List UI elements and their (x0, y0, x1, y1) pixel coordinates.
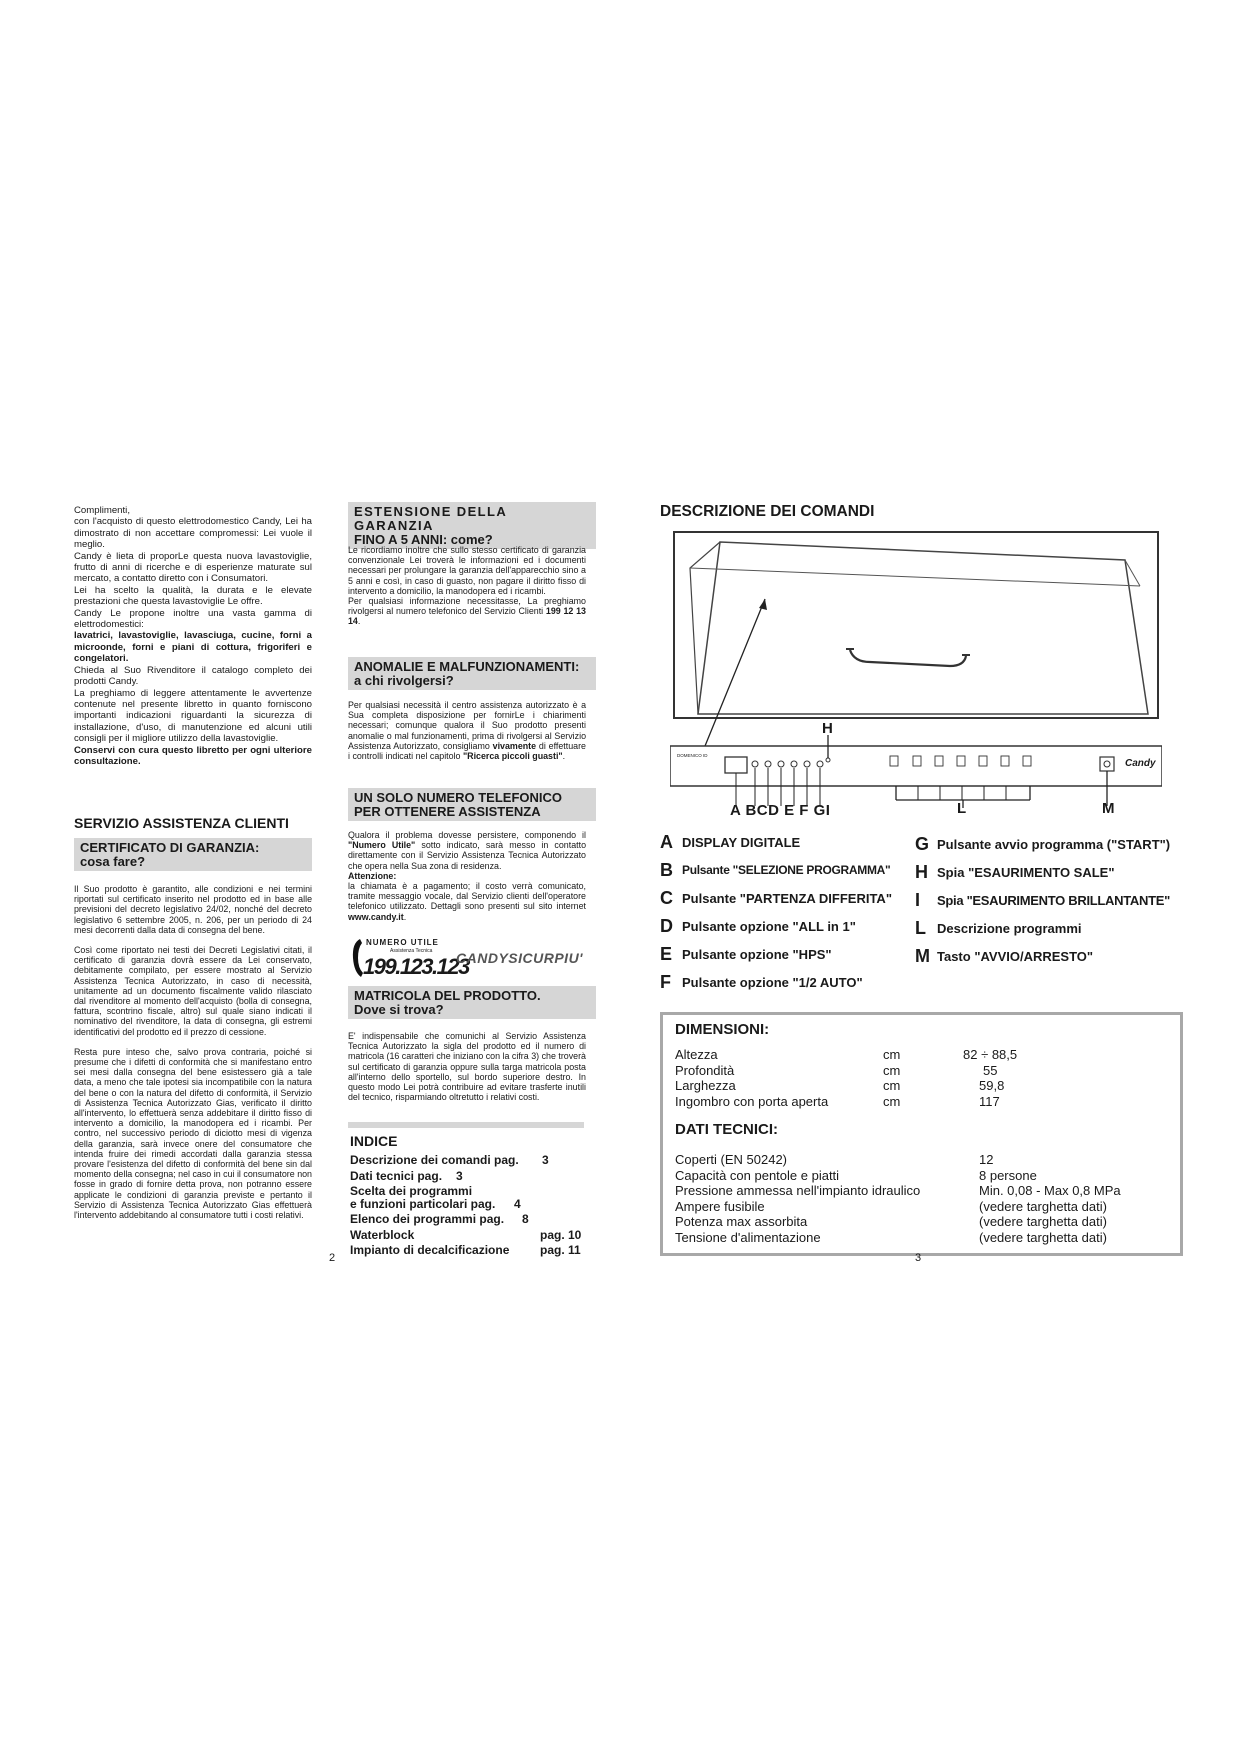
descrizione-title: DESCRIZIONE DEI COMANDI (660, 503, 875, 520)
legend-text: Pulsante opzione "ALL in 1" (682, 918, 856, 934)
indice-item-page: pag. 10 (540, 1227, 582, 1242)
intro-line: Candy Le propone inoltre una vasta gamma di elettrodomestici: (74, 607, 312, 631)
dishwasher-illustration (670, 528, 1162, 818)
dim-unit: cm (883, 1093, 901, 1109)
indice-item-page: 4 (514, 1196, 521, 1211)
legend-text: Tasto "AVVIO/ARRESTO" (937, 948, 1094, 964)
dim-value: 117 (979, 1093, 1000, 1109)
indice-item-label: Elenco dei programmi pag. (350, 1212, 505, 1226)
indice-item[interactable] (350, 1197, 586, 1213)
legend-text: Pulsante avvio programma ("START") (937, 836, 1171, 852)
diagram-label-m: M (1102, 800, 1115, 817)
indice-item[interactable] (350, 1212, 586, 1228)
anom-text (348, 700, 586, 761)
mat-heading (348, 986, 596, 1019)
dim-label: Profondità (675, 1062, 735, 1078)
panel-brand-logo: Candy (1125, 758, 1156, 769)
intro-line: Lei ha scelto la qualità, la durata e le elevate prestazioni che questa lavastoviglie Le offre. (74, 584, 312, 608)
legend-item (915, 858, 1205, 886)
anom-para: Per qualsiasi necessità il centro assistenza autorizzato è a Sua completa disposizione per fornirLe i chiarimenti necessari; comunque qualora il Suo prodotto presenti anomalie o mal funzionamenti, prima di rivolgersi al Servizio Assistenza Autorizzato, consigliamo vivamente di effettuare i controlli indicati nel capitolo "Ricerca piccoli guasti". (348, 700, 586, 762)
mat-para: E' indispensabile che comunichi al Servizio Assistenza Tecnica Autorizzato la sigla del prodotto ed il numero di matricola (16 caratteri che iniziano con la cifra 3) che troverà sul certificato di garanzia oppure sulla targa matricola posta all'interno dello sportello, sul bordo superiore destro. In questo modo Lei potrà contribuire ad evitare trasferte inutili del tecnico, risparmiando oltretutto i relativi costi. (348, 1031, 586, 1103)
indice-item[interactable] (350, 1228, 586, 1244)
anom-heading-line1: ANOMALIE E MALFUNZIONAMENTI: (354, 659, 580, 674)
dim-unit: cm (883, 1047, 901, 1062)
indice-item[interactable] (350, 1153, 586, 1169)
tech-value: 8 persone (979, 1167, 1037, 1183)
indice-item-label: Descrizione dei comandi pag. (350, 1153, 519, 1167)
tech-row (675, 1230, 1175, 1246)
dim-label: Ingombro con porta aperta (675, 1093, 829, 1109)
tech-row (675, 1214, 1175, 1230)
cert-para: Il Suo prodotto è garantito, alle condizioni e nei termini riportati sul certificato inserito nel prodotto ed in base alle previsioni del decreto legislativo 24/02, nonché del decreto legislativo 6 settembre 2005, n. 206, per un periodo di 24 mesi decorrenti dalla data di consegna del bene. (74, 884, 312, 935)
legend-item (660, 884, 910, 912)
legend-letter: I (915, 889, 921, 910)
intro-line: con l'acquisto di questo elettrodomestico Candy, Lei ha dimostrato di non accettare compromessi: Lei vuole il meglio. (74, 516, 312, 551)
indice-list (350, 1153, 586, 1259)
cert-text (74, 884, 312, 1220)
indice-item-label: Impianto di decalcificazione (350, 1243, 510, 1257)
section-title-servizio: SERVIZIO ASSISTENZA CLIENTI (74, 815, 289, 831)
tech-label: Tensione d'alimentazione (675, 1229, 821, 1245)
num-bold: "Numero Utile" (348, 840, 416, 851)
intro-line: Complimenti, (74, 505, 130, 516)
num-heading-line2: PER OTTENERE ASSISTENZA (354, 804, 541, 819)
mat-heading-line2: Dove si trova? (354, 1002, 444, 1017)
dim-row (675, 1063, 1165, 1079)
ext-para-2-text: Per qualsiasi informazione necessitasse, La preghiamo rivolgersi al numero telefonico del Servizio Clienti (348, 596, 586, 617)
indice-item-page: 3 (456, 1168, 463, 1183)
dim-table (675, 1047, 1165, 1109)
tech-label: Potenza max assorbita (675, 1214, 808, 1229)
legend-letter: E (660, 943, 673, 964)
att-para: la chiamata è a pagamento; il costo verrà comunicato, tramite messaggio vocale, dal Servizio clienti dell'operatore telefonico utilizzato. Dettagli sono presenti sul sito internet www.candy.it. (348, 881, 586, 922)
legend-letter: M (915, 945, 930, 966)
indice-item-page: 3 (542, 1153, 549, 1167)
dim-label: Larghezza (675, 1078, 736, 1093)
legend-letter: A (660, 831, 673, 852)
tech-value: (vedere targhetta dati) (979, 1229, 1107, 1245)
intro-line: La preghiamo di leggere attentamente le avvertenze contenute nel presente libretto in quanto forniscono importanti indicazioni riguardanti la sicurezza di installazione, d'uso, di manutenzione ed alcuni utili consigli per il migliore utilizzo della lavastoviglie. (74, 687, 312, 745)
anom-para-text: Per qualsiasi necessità il centro assistenza autorizzato è a Sua completa disposizione per fornirLe i chiarimenti necessari; comunque qualora il Suo prodotto presenti anomalie o mal funzionamenti, prima di rivolgersi al Servizio Assistenza Autorizzato, consigliamo (348, 700, 586, 751)
legend-right (915, 830, 1205, 970)
indice-item[interactable] (350, 1169, 586, 1185)
legend-item (660, 940, 910, 968)
page-number-right: 3 (915, 1252, 922, 1264)
tech-value: Min. 0,08 - Max 0,8 MPa (979, 1183, 1121, 1198)
indice-item-label: Dati tecnici pag. (350, 1168, 443, 1183)
dim-value: 59,8 (979, 1078, 1005, 1093)
legend-letter: B (660, 859, 673, 880)
tech-row (675, 1168, 1175, 1184)
cert-para: Resta pure inteso che, salvo prova contraria, poiché si presume che i difetti di conformità che si manifestano entro sei mesi dalla consegna del bene esistessero già a tale data, a meno che tale ipotesi sia incompatibile con la natura del bene o con la natura del difetto di conformità, il Servizio di Assistenza Tecnica Autorizzato Gias, verificato il diritto all'intervento, lo effettuerà senza addebitare il diritto fisso di intervento a domicilio, la manodopera ed i ricambi. Per contro, nel successivo periodo di diciotto mesi di vigenza della garanzia, sarà invece onere del consumatore che intenda fruire dei rimedi accordati dalla garanzia stessa provare l'esistenza del difetto di conformità del bene sin dal momento della consegna; nel caso in cui il consumatore non fosse in grado di fornire detta prova, non potranno essere applicate le condizioni di garanzia previste e pertanto il Servizio di Assistenza Tecnica Autorizzato Gias effettuerà l'intervento addebitando al consumatore tutti i costi relativi. (74, 1046, 312, 1221)
logo-numero-label: NUMERO UTILE (366, 938, 439, 947)
cert-heading-line1: CERTIFICATO DI GARANZIA: (80, 840, 260, 855)
indice-item[interactable] (350, 1243, 586, 1259)
dim-title: DIMENSIONI: (675, 1021, 770, 1038)
ext-heading-line2: FINO A 5 ANNI: come? (354, 532, 493, 547)
legend-letter: F (660, 971, 671, 992)
diagram-label-l: L (957, 800, 967, 817)
numero-utile-logo (350, 936, 469, 980)
candy-sicurpiu-logo: CANDYSICURPIU' (456, 950, 584, 966)
ext-text (348, 545, 586, 627)
tech-label: Pressione ammessa nell'impianto idraulico (675, 1183, 921, 1198)
logo-sub-label: Assistenza Tecnica (390, 948, 433, 954)
legend-letter: H (915, 861, 928, 882)
att-para-text: la chiamata è a pagamento; il costo verrà comunicato, tramite messaggio vocale, dal Servizio clienti dell'operatore telefonico utilizzato. Dettagli sono presenti sul sito internet (348, 881, 586, 912)
legend-text: Spia "ESAURIMENTO BRILLANTANTE" (937, 892, 1170, 908)
dim-unit: cm (883, 1078, 901, 1093)
intro-text (74, 505, 312, 767)
tech-table (675, 1152, 1175, 1245)
cert-heading-line2: cosa fare? (80, 854, 146, 869)
dim-row (675, 1094, 1165, 1110)
cert-heading (74, 838, 312, 871)
legend-text: DISPLAY DIGITALE (682, 834, 801, 850)
legend-letter: D (660, 915, 673, 936)
intro-conclusion: Conservi con cura questo libretto per ogni ulteriore consultazione. (74, 744, 312, 767)
num-heading-line1: UN SOLO NUMERO TELEFONICO (354, 790, 562, 805)
ext-heading-line1: ESTENSIONE DELLA GARANZIA (354, 504, 507, 533)
indice-item-label: Scelta dei programmi (350, 1184, 473, 1198)
indice-item-label: Waterblock (350, 1227, 415, 1242)
legend-text: Pulsante opzione "1/2 AUTO" (682, 974, 863, 990)
anom-para-b: di effettuare i controlli indicati nel capitolo (348, 740, 586, 762)
legend-item (915, 886, 1205, 914)
dim-row (675, 1078, 1165, 1094)
dim-row (675, 1047, 1165, 1063)
dim-label: Altezza (675, 1047, 718, 1062)
legend-item (915, 942, 1205, 970)
anom-bold-1: vivamente (492, 740, 537, 751)
ext-para-2: Per qualsiasi informazione necessitasse, La preghiamo rivolgersi al numero telefonico del Servizio Clienti 199 12 13 14. (348, 596, 586, 627)
legend-item (660, 828, 910, 856)
panel-model-text: DOMENICO ID (677, 753, 708, 758)
intro-products: lavatrici, lavastoviglie, lavasciuga, cucine, forni a microonde, forni e piani di cottura, frigoriferi e congelatori. (74, 630, 312, 665)
tech-value: (vedere targhetta dati) (979, 1214, 1107, 1229)
website-link: www.candy.it (348, 911, 404, 922)
legend-item (660, 968, 910, 996)
indice-item-page: pag. 11 (540, 1243, 581, 1257)
anom-heading-line2: a chi rivolgersi? (354, 673, 454, 688)
diagram-label-h: H (822, 720, 833, 737)
legend-item (660, 912, 910, 940)
attenzione-label: Attenzione: (348, 870, 397, 881)
tech-label: Ampere fusibile (675, 1198, 765, 1214)
num-heading (348, 788, 596, 821)
phone-icon (350, 938, 364, 978)
legend-letter: C (660, 887, 673, 908)
mat-text (348, 1031, 586, 1102)
indice-item-label: e funzioni particolari pag. (350, 1196, 496, 1211)
dim-value: 55 (983, 1062, 998, 1078)
num-para-a: Qualora il problema dovesse persistere, componendo il (348, 830, 586, 840)
cert-para: Così come riportato nei testi dei Decreti Legislativi citati, il certificato di garanzia dovrà essere da Lei conservato, debitamente compilato, per essere mostrato al Servizio Assistenza Tecnica Autorizzato, in caso di necessità, unitamente ad un documento fiscalmente valido rilasciato dal rivenditore al momento dell'acquisto (bolla di consegna, fattura, scontrino fiscale, altro) sul quale siano indicati il nominativo del rivenditore, la data di consegna, gli estremi identificativi del prodotto ed il prezzo di cessione. (74, 945, 312, 1037)
specs-box (660, 1012, 1183, 1256)
legend-text: Descrizione programmi (937, 920, 1082, 936)
tech-title: DATI TECNICI: (675, 1121, 779, 1138)
tech-label: Capacità con pentole e piatti (675, 1167, 840, 1183)
logo-phone-number: 199.123.123 (363, 954, 469, 979)
ext-para: Le ricordiamo inoltre che sullo stesso certificato di garanzia convenzionale Lei troverà le informazioni ed i documenti necessari per prolungare la garanzia dell'apparecchio sino a 5 anni e così, in caso di guasto, non pagare il diritto fisso di intervento a domicilio, la manodopera ed i ricambi. (348, 545, 586, 596)
legend-text: Spia "ESAURIMENTO SALE" (937, 864, 1115, 880)
num-text (348, 830, 586, 922)
diagram-label-group: A BCD E F GI (730, 802, 831, 819)
tech-value: 12 (979, 1152, 994, 1167)
indice-title: INDICE (350, 1133, 398, 1149)
intro-line: Chieda al Suo Rivenditore il catalogo completo dei prodotti Candy. (74, 664, 312, 688)
tech-row (675, 1183, 1175, 1199)
indice-item-page: 8 (522, 1212, 529, 1226)
legend-letter: L (915, 917, 926, 938)
anom-heading (348, 657, 596, 690)
legend-item (660, 856, 910, 884)
num-para-b: sotto indicato, sarà messo in contatto direttamente con il Servizio Assistenza Tecnica Autorizzato che opera nella Sua zona di residenza. (348, 840, 587, 871)
num-para (348, 830, 586, 871)
ext-heading (348, 502, 596, 549)
service-phone: 199 12 13 14 (348, 606, 586, 627)
legend-item (915, 914, 1205, 942)
anom-bold-2: "Ricerca piccoli guasti" (462, 751, 563, 762)
legend-text: Pulsante opzione "HPS" (682, 946, 832, 962)
legend-text: Pulsante "PARTENZA DIFFERITA" (682, 890, 892, 906)
tech-label: Coperti (EN 50242) (675, 1152, 787, 1167)
tech-row (675, 1152, 1175, 1168)
indice-divider (348, 1122, 584, 1128)
mat-heading-line1: MATRICOLA DEL PRODOTTO. (354, 988, 541, 1003)
intro-line: Candy è lieta di proporLe questa nuova lavastoviglie, frutto di anni di ricerche e di esperienze maturate sul mercato, a contatto diretto con i Consumatori. (74, 550, 312, 585)
tech-row (675, 1199, 1175, 1215)
tech-value: (vedere targhetta dati) (979, 1198, 1107, 1214)
legend-letter: G (915, 833, 930, 854)
dim-value: 82 ÷ 88,5 (963, 1047, 1018, 1062)
page-number-left: 2 (329, 1252, 336, 1264)
dim-unit: cm (883, 1062, 901, 1078)
legend-item (915, 830, 1205, 858)
legend-left (660, 828, 910, 996)
legend-text: Pulsante "SELEZIONE PROGRAMMA" (682, 863, 891, 877)
